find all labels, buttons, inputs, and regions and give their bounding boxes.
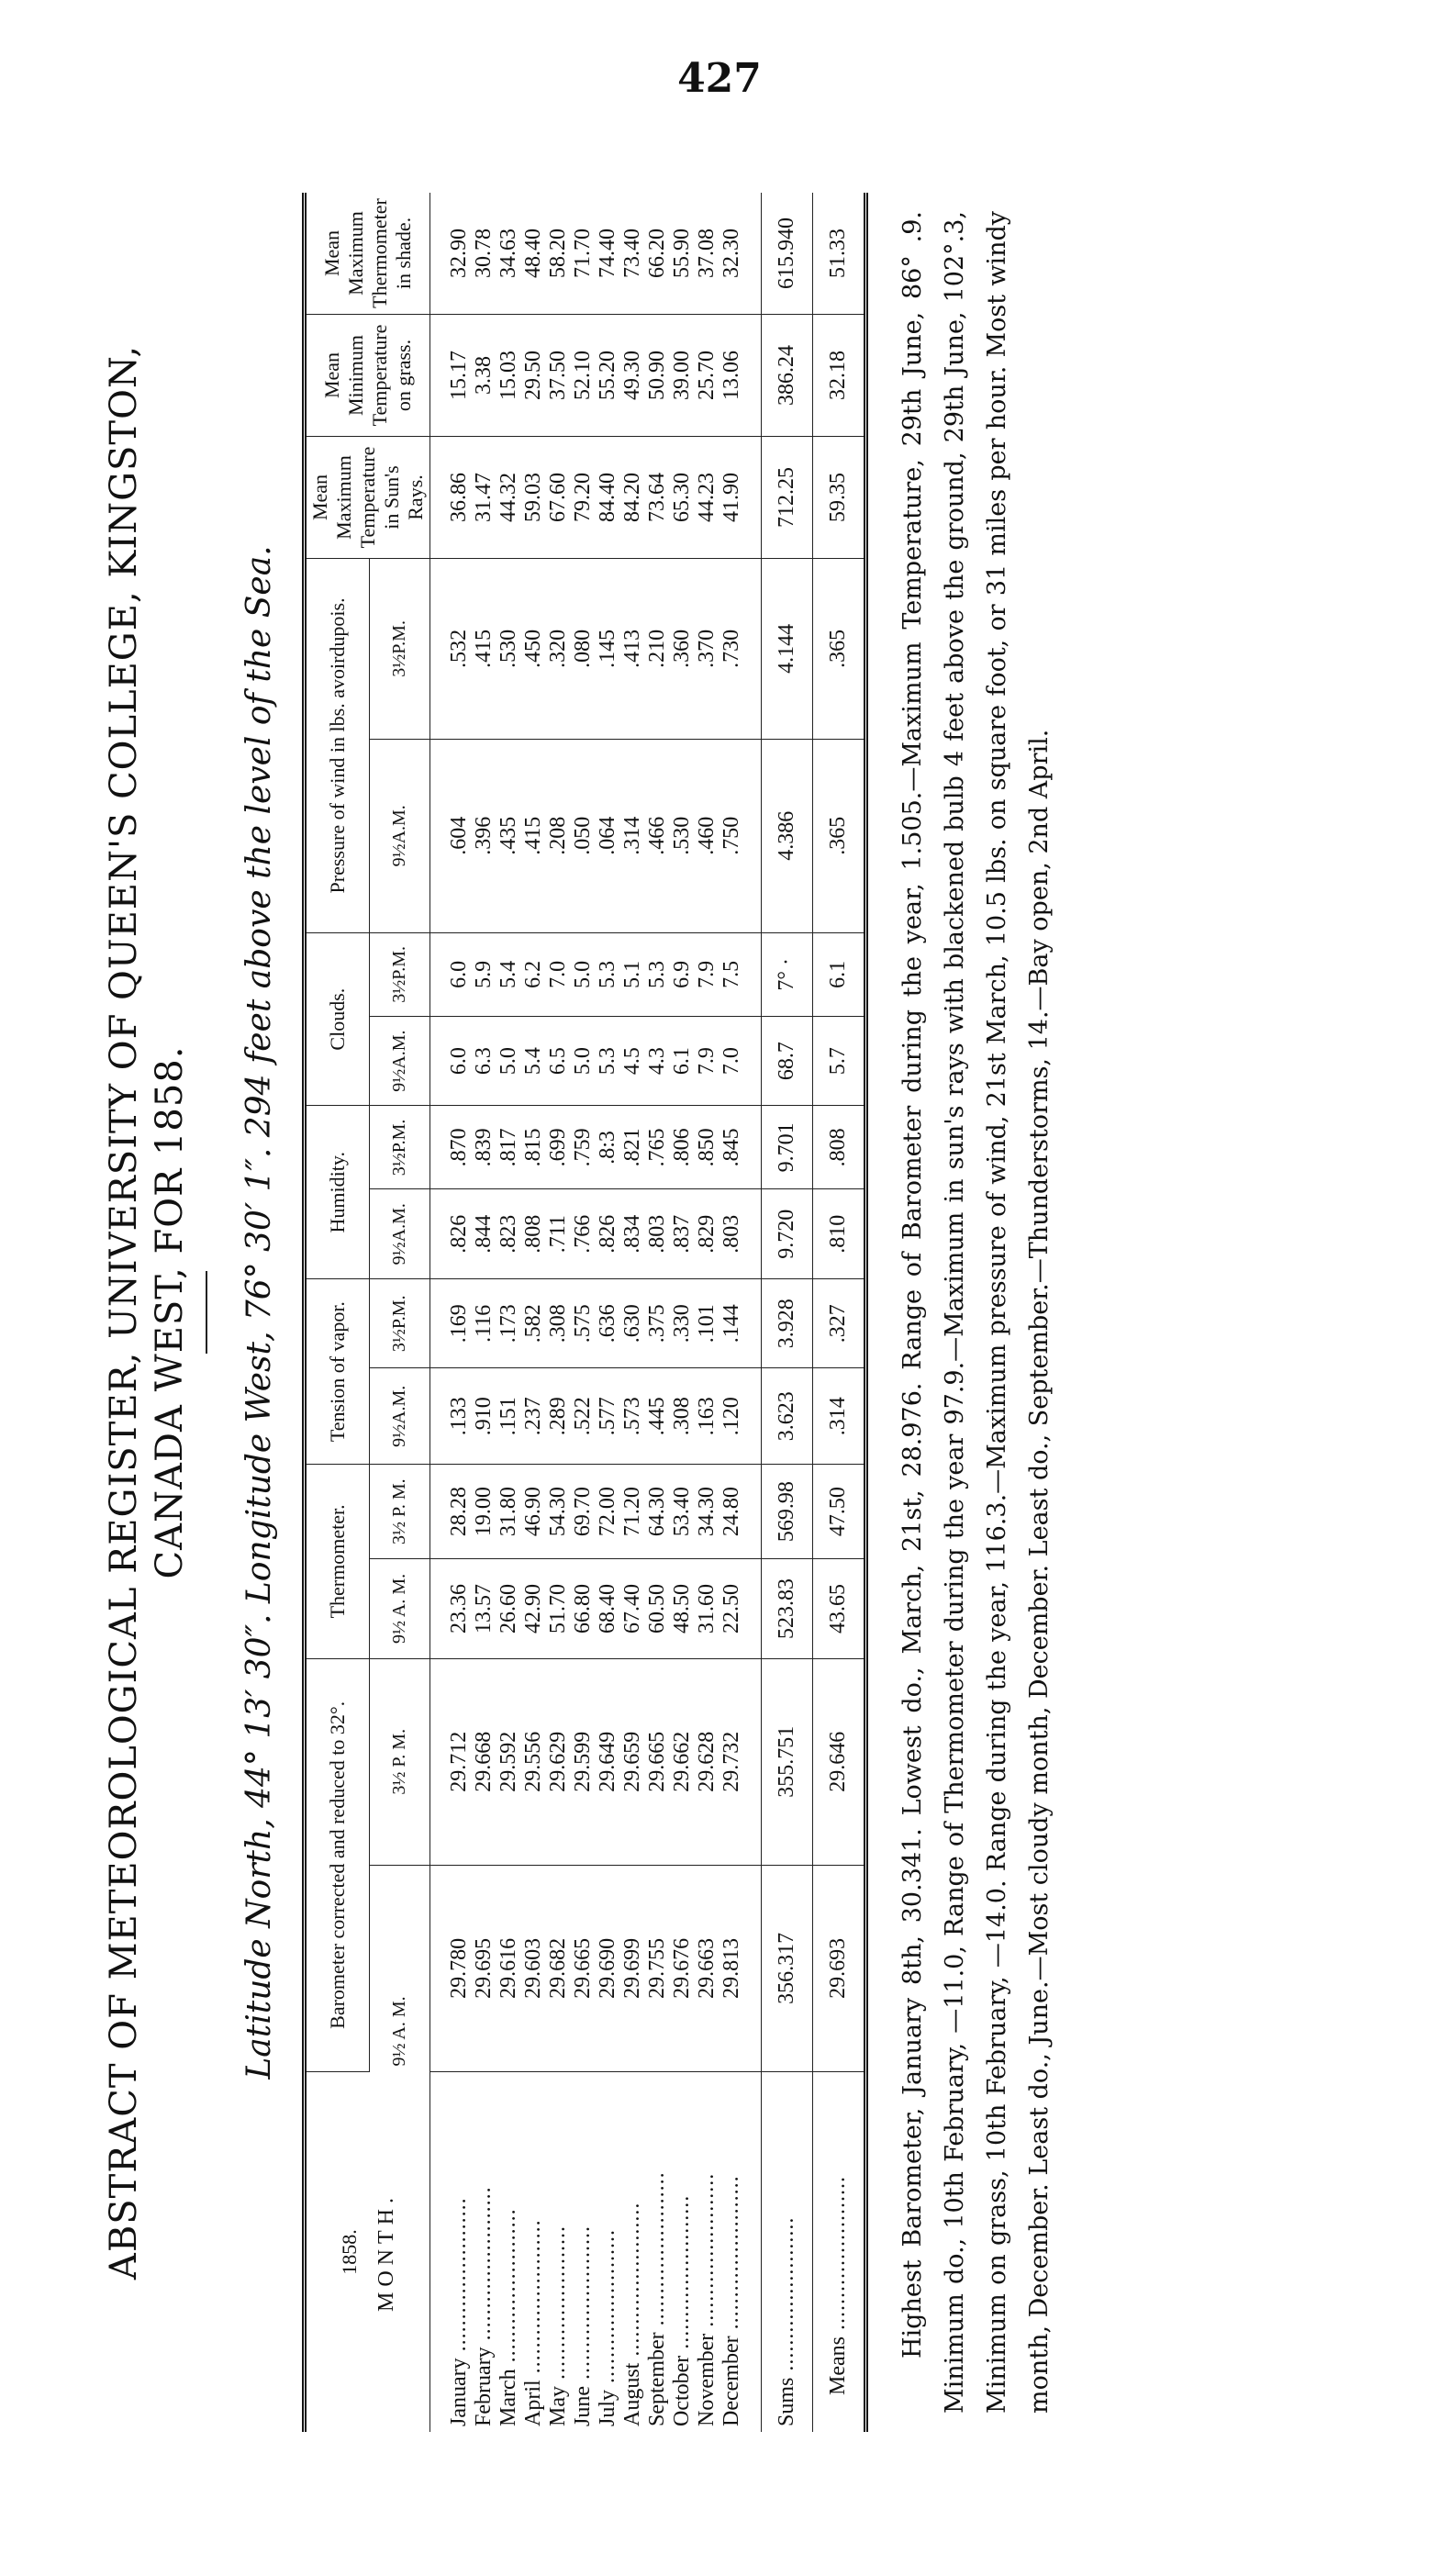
table-row [521,193,546,2432]
cell-ten-pm: .575 [571,1279,596,1368]
cell-pr-am: .314 [620,739,645,932]
clouds-am-header: 9½A.M. [369,1016,429,1106]
cell-pr-am: .415 [521,739,546,932]
cell-max-shade: 74.40 [596,193,620,315]
cell-max-shade: 71.70 [571,193,596,315]
cell-cl-pm: 5.3 [596,932,620,1016]
cell-max-sun: 31.47 [472,437,496,559]
cell-baro-am: 29.603 [521,1865,546,2071]
cell-baro-pm: 29.712 [430,1658,473,1865]
cell-min-grass: 37.50 [546,315,571,437]
means-therm-am: 43.65 [813,1559,866,1658]
cell-cl-am: 5.0 [571,1016,596,1106]
cell-max-shade: 48.40 [521,193,546,315]
cell-ten-pm: .144 [720,1279,762,1368]
cell-therm-pm: 28.28 [430,1465,473,1559]
cell-therm-am: 22.50 [720,1559,762,1658]
cell-cl-am: 5.4 [521,1016,546,1106]
barometer-header: Barometer corrected and reduced to 32°. [305,1658,370,2071]
notes-paragraph: Highest Barometer, January 8th, 30.341. Lowest do., March, 21st, 28.976. Range of Barometer during the year, 1.505.—Maximum Temperature, 29th June, 86° .9. Minimum do., 10th February, —11.0, Range of Thermometer during the year 97.9.—Maximum in sun's rays with blackened bulb 4 feet above the ground, 29th June, 102°.3, Minimum on grass, 10th February, —14.0. Range during the year, 116.3.—Maximum pressure of wind, 21st March, 10.5 lbs. on square foot, or 31 miles per hour. Most windy month, December. Least do., June.—Most cloudy month, December. Least do., September.—Thunderstorms, 14.—Bay open, 2nd April. [898,211,1054,2414]
cell-cl-am: 4.5 [620,1016,645,1106]
page-number: 427 [677,55,762,102]
table-group-header-row [305,193,370,2432]
cell-ten-pm: .173 [496,1279,521,1368]
means-baro-am: 29.693 [813,1865,866,2071]
cell-baro-am: 29.695 [472,1865,496,2071]
meteorological-table [302,193,868,2432]
cell-max-shade: 34.63 [496,193,521,315]
cell-therm-pm: 53.40 [670,1465,695,1559]
cell-pr-pm: .730 [720,559,762,740]
sums-tension-pm: 3.928 [762,1279,813,1368]
cell-max-sun: 59.03 [521,437,546,559]
cell-cl-am: 5.3 [596,1016,620,1106]
cell-min-grass: 50.90 [645,315,670,437]
month-label: MONTH. [374,2192,398,2312]
table-row [645,193,670,2432]
cell-ten-am: .573 [620,1368,645,1465]
title-divider [206,1271,207,1354]
sums-clouds-pm: 7° · [762,932,813,1016]
humidity-am-header: 9½A.M. [369,1189,429,1279]
tension-am-header: 9½A.M. [369,1368,429,1465]
cell-hum-pm: .850 [695,1106,720,1189]
cell-hum-am: .844 [472,1189,496,1279]
month-cell: September ..... [645,2072,670,2433]
cell-therm-pm: 72.00 [596,1465,620,1559]
cell-hum-am: .834 [620,1189,645,1279]
cell-therm-am: 26.60 [496,1559,521,1658]
cell-max-sun: 44.23 [695,437,720,559]
cell-ten-pm: .582 [521,1279,546,1368]
cell-hum-am: .803 [720,1189,762,1279]
cell-pr-am: .050 [571,739,596,932]
table-row [720,193,762,2432]
cell-baro-pm: 29.732 [720,1658,762,1865]
month-cell: March ..... [496,2072,521,2433]
cell-therm-pm: 19.00 [472,1465,496,1559]
cell-cl-pm: 5.0 [571,932,596,1016]
cell-therm-pm: 69.70 [571,1465,596,1559]
table-row [496,193,521,2432]
cell-cl-am: 7.9 [695,1016,720,1106]
cell-max-shade: 32.90 [430,193,473,315]
cell-baro-am: 29.690 [596,1865,620,2071]
cell-baro-pm: 29.659 [620,1658,645,1865]
month-cell: July ..... [596,2072,620,2433]
cell-pr-pm: .532 [430,559,473,740]
sums-tension-am: 3.623 [762,1368,813,1465]
cell-cl-am: 6.5 [546,1016,571,1106]
cell-min-grass: 13.06 [720,315,762,437]
cell-cl-pm: 5.3 [645,932,670,1016]
cell-ten-pm: .116 [472,1279,496,1368]
table-row [670,193,695,2432]
means-pressure-pm: .365 [813,559,866,740]
cell-ten-am: .308 [670,1368,695,1465]
cell-therm-am: 48.50 [670,1559,695,1658]
cell-pr-am: .460 [695,739,720,932]
month-cell: April ..... [521,2072,546,2433]
cell-min-grass: 52.10 [571,315,596,437]
cell-max-sun: 41.90 [720,437,762,559]
cell-therm-pm: 46.90 [521,1465,546,1559]
cell-baro-am: 29.616 [496,1865,521,2071]
sums-humidity-pm: 9.701 [762,1106,813,1189]
cell-pr-am: .396 [472,739,496,932]
cell-pr-pm: .320 [546,559,571,740]
cell-cl-pm: 7.5 [720,932,762,1016]
cell-min-grass: 29.50 [521,315,546,437]
cell-pr-pm: .145 [596,559,620,740]
title-line-1: ABSTRACT OF METEOROLOGICAL REGISTER, UNIVERSITY OF QUEEN'S COLLEGE, KINGSTON, [103,344,145,2280]
cell-therm-pm: 71.20 [620,1465,645,1559]
cell-cl-pm: 6.9 [670,932,695,1016]
cell-pr-pm: .080 [571,559,596,740]
cell-baro-pm: 29.662 [670,1658,695,1865]
cell-therm-pm: 64.30 [645,1465,670,1559]
cell-hum-pm: .817 [496,1106,521,1189]
means-clouds-am: 5.7 [813,1016,866,1106]
cell-max-sun: 79.20 [571,437,596,559]
cell-ten-am: .163 [695,1368,720,1465]
therm-am-header: 9½ A. M. [369,1559,429,1658]
tension-header: Tension of vapor. [305,1279,370,1465]
cell-max-sun: 65.30 [670,437,695,559]
cell-baro-am: 29.663 [695,1865,720,2071]
cell-max-shade: 37.08 [695,193,720,315]
cell-hum-pm: .699 [546,1106,571,1189]
cell-hum-am: .826 [430,1189,473,1279]
humidity-pm-header: 3½P.M. [369,1106,429,1189]
cell-baro-am: 29.682 [546,1865,571,2071]
therm-pm-header: 3½ P. M. [369,1465,429,1559]
location-subtitle: Latitude North, 44° 13′ 30″. Longitude West, 76° 30′ 1″. 294 feet above the level of the Sea. [240,545,278,2080]
rotated-page-content [101,156,1331,2469]
cell-hum-pm: .759 [571,1106,596,1189]
month-cell: November ..... [695,2072,720,2433]
sums-therm-pm: 569.98 [762,1465,813,1559]
cell-pr-am: .466 [645,739,670,932]
cell-pr-pm: .415 [472,559,496,740]
table-row [430,193,473,2432]
cell-min-grass: 49.30 [620,315,645,437]
cell-min-grass: 15.17 [430,315,473,437]
cell-hum-am: .826 [596,1189,620,1279]
cell-hum-pm: .839 [472,1106,496,1189]
humidity-header: Humidity. [305,1106,370,1279]
cell-ten-am: .522 [571,1368,596,1465]
cell-pr-pm: .530 [496,559,521,740]
month-cell: January ..... [430,2072,473,2433]
cell-hum-am: .808 [521,1189,546,1279]
cell-pr-pm: .370 [695,559,720,740]
means-tension-pm: .327 [813,1279,866,1368]
cell-cl-am: 4.3 [645,1016,670,1106]
baro-pm-header: 3½ P. M. [369,1658,429,1865]
document-title [101,156,207,2469]
cell-therm-am: 51.70 [546,1559,571,1658]
clouds-header: Clouds. [305,932,370,1106]
pressure-am-header: 9½A.M. [369,739,429,932]
means-tension-am: .314 [813,1368,866,1465]
sums-baro-pm: 355.751 [762,1658,813,1865]
cell-min-grass: 39.00 [670,315,695,437]
cell-therm-am: 67.40 [620,1559,645,1658]
cell-hum-pm: .845 [720,1106,762,1189]
cell-min-grass: 55.20 [596,315,620,437]
month-header [305,2072,430,2433]
table-row [620,193,645,2432]
month-cell: May ..... [546,2072,571,2433]
cell-therm-pm: 34.30 [695,1465,720,1559]
cell-ten-pm: .375 [645,1279,670,1368]
cell-ten-am: .151 [496,1368,521,1465]
sums-clouds-am: 68.7 [762,1016,813,1106]
cell-therm-pm: 31.80 [496,1465,521,1559]
table-row [596,193,620,2432]
means-therm-pm: 47.50 [813,1465,866,1559]
cell-pr-am: .750 [720,739,762,932]
year-label: 1858. [338,2229,361,2275]
cell-cl-pm: 6.2 [521,932,546,1016]
table-row [546,193,571,2432]
cell-max-shade: 66.20 [645,193,670,315]
table-body [430,193,866,2432]
cell-baro-pm: 29.599 [571,1658,596,1865]
cell-cl-pm: 7.0 [546,932,571,1016]
cell-baro-am: 29.755 [645,1865,670,2071]
cell-hum-am: .837 [670,1189,695,1279]
cell-cl-am: 7.0 [720,1016,762,1106]
pressure-header: Pressure of wind in lbs. avoirdupois. [305,559,370,933]
cell-ten-pm: .630 [620,1279,645,1368]
cell-cl-pm: 6.0 [430,932,473,1016]
means-baro-pm: 29.646 [813,1658,866,1865]
table-row [472,193,496,2432]
cell-cl-pm: 5.4 [496,932,521,1016]
means-label: Means ..... [813,2072,866,2433]
cell-pr-pm: .210 [645,559,670,740]
sums-pressure-am: 4.386 [762,739,813,932]
means-clouds-pm: 6.1 [813,932,866,1016]
cell-ten-am: .289 [546,1368,571,1465]
cell-hum-am: .829 [695,1189,720,1279]
cell-therm-am: 13.57 [472,1559,496,1658]
pressure-pm-header: 3½P.M. [369,559,429,740]
sums-min-grass: 386.24 [762,315,813,437]
cell-ten-am: .133 [430,1368,473,1465]
cell-ten-am: .120 [720,1368,762,1465]
cell-hum-am: .766 [571,1189,596,1279]
table-row [695,193,720,2432]
cell-baro-am: 29.780 [430,1865,473,2071]
cell-ten-am: .910 [472,1368,496,1465]
cell-ten-am: .445 [645,1368,670,1465]
cell-cl-am: 6.1 [670,1016,695,1106]
max-shade-header: Mean Maximum Thermometer in shade. [305,193,430,315]
table-row [571,193,596,2432]
cell-baro-pm: 29.556 [521,1658,546,1865]
cell-min-grass: 3.38 [472,315,496,437]
cell-hum-pm: .821 [620,1106,645,1189]
sums-max-sun: 712.25 [762,437,813,559]
tension-pm-header: 3½P.M. [369,1279,429,1368]
thermometer-header: Thermometer. [305,1465,370,1659]
month-cell: December ..... [720,2072,762,2433]
cell-ten-pm: .169 [430,1279,473,1368]
cell-cl-am: 6.0 [430,1016,473,1106]
cell-pr-am: .064 [596,739,620,932]
cell-baro-pm: 29.665 [645,1658,670,1865]
cell-max-sun: 84.40 [596,437,620,559]
sums-humidity-am: 9.720 [762,1189,813,1279]
means-max-sun: 59.35 [813,437,866,559]
sums-max-shade: 615.940 [762,193,813,315]
cell-hum-pm: .806 [670,1106,695,1189]
cell-therm-am: 31.60 [695,1559,720,1658]
means-humidity-pm: .808 [813,1106,866,1189]
cell-ten-pm: .330 [670,1279,695,1368]
month-cell: June ..... [571,2072,596,2433]
cell-pr-am: .208 [546,739,571,932]
cell-baro-am: 29.699 [620,1865,645,2071]
cell-max-shade: 32.30 [720,193,762,315]
cell-therm-am: 23.36 [430,1559,473,1658]
cell-max-shade: 58.20 [546,193,571,315]
cell-ten-pm: .636 [596,1279,620,1368]
cell-cl-pm: 5.1 [620,932,645,1016]
cell-cl-pm: 5.9 [472,932,496,1016]
means-humidity-am: .810 [813,1189,866,1279]
cell-baro-am: 29.676 [670,1865,695,2071]
sums-row [762,193,813,2432]
cell-hum-am: .711 [546,1189,571,1279]
cell-hum-pm: .8:3 [596,1106,620,1189]
cell-max-sun: 84.20 [620,437,645,559]
cell-max-sun: 73.64 [645,437,670,559]
cell-cl-pm: 7.9 [695,932,720,1016]
cell-baro-pm: 29.592 [496,1658,521,1865]
cell-baro-pm: 29.649 [596,1658,620,1865]
cell-max-shade: 73.40 [620,193,645,315]
baro-am-header: 9½ A. M. [369,1865,429,2071]
cell-pr-pm: .413 [620,559,645,740]
sums-pressure-pm: 4.144 [762,559,813,740]
cell-ten-pm: .308 [546,1279,571,1368]
month-cell: October ..... [670,2072,695,2433]
cell-pr-am: .435 [496,739,521,932]
cell-therm-am: 60.50 [645,1559,670,1658]
sums-label: Sums ..... [762,2072,813,2433]
cell-ten-am: .577 [596,1368,620,1465]
means-min-grass: 32.18 [813,315,866,437]
cell-cl-am: 6.3 [472,1016,496,1106]
min-grass-header: Mean Minimum Temperature on grass. [305,315,430,437]
cell-max-sun: 67.60 [546,437,571,559]
cell-hum-pm: .870 [430,1106,473,1189]
sums-baro-am: 356.317 [762,1865,813,2071]
means-row [813,193,866,2432]
cell-pr-am: .604 [430,739,473,932]
cell-cl-am: 5.0 [496,1016,521,1106]
cell-max-sun: 36.86 [430,437,473,559]
cell-max-shade: 30.78 [472,193,496,315]
cell-therm-am: 42.90 [521,1559,546,1658]
cell-hum-pm: .815 [521,1106,546,1189]
cell-baro-pm: 29.629 [546,1658,571,1865]
cell-therm-pm: 24.80 [720,1465,762,1559]
means-pressure-am: .365 [813,739,866,932]
sums-therm-am: 523.83 [762,1559,813,1658]
cell-max-sun: 44.32 [496,437,521,559]
title-line-2: CANADA WEST, FOR 1858. [149,1045,191,1579]
cell-hum-am: .803 [645,1189,670,1279]
month-cell: February ..... [472,2072,496,2433]
cell-ten-pm: .101 [695,1279,720,1368]
cell-min-grass: 25.70 [695,315,720,437]
cell-baro-am: 29.813 [720,1865,762,2071]
clouds-pm-header: 3½P.M. [369,932,429,1016]
cell-baro-am: 29.665 [571,1865,596,2071]
means-max-shade: 51.33 [813,193,866,315]
cell-pr-pm: .360 [670,559,695,740]
cell-ten-am: .237 [521,1368,546,1465]
cell-therm-pm: 54.30 [546,1465,571,1559]
cell-min-grass: 15.03 [496,315,521,437]
cell-therm-am: 68.40 [596,1559,620,1658]
cell-hum-am: .823 [496,1189,521,1279]
cell-pr-am: .530 [670,739,695,932]
cell-pr-pm: .450 [521,559,546,740]
cell-hum-pm: .765 [645,1106,670,1189]
month-cell: August ..... [620,2072,645,2433]
cell-baro-pm: 29.628 [695,1658,720,1865]
max-sun-header: Mean Maximum Temperature in Sun's Rays. [305,437,430,559]
cell-therm-am: 66.80 [571,1559,596,1658]
cell-max-shade: 55.90 [670,193,695,315]
cell-baro-pm: 29.668 [472,1658,496,1865]
